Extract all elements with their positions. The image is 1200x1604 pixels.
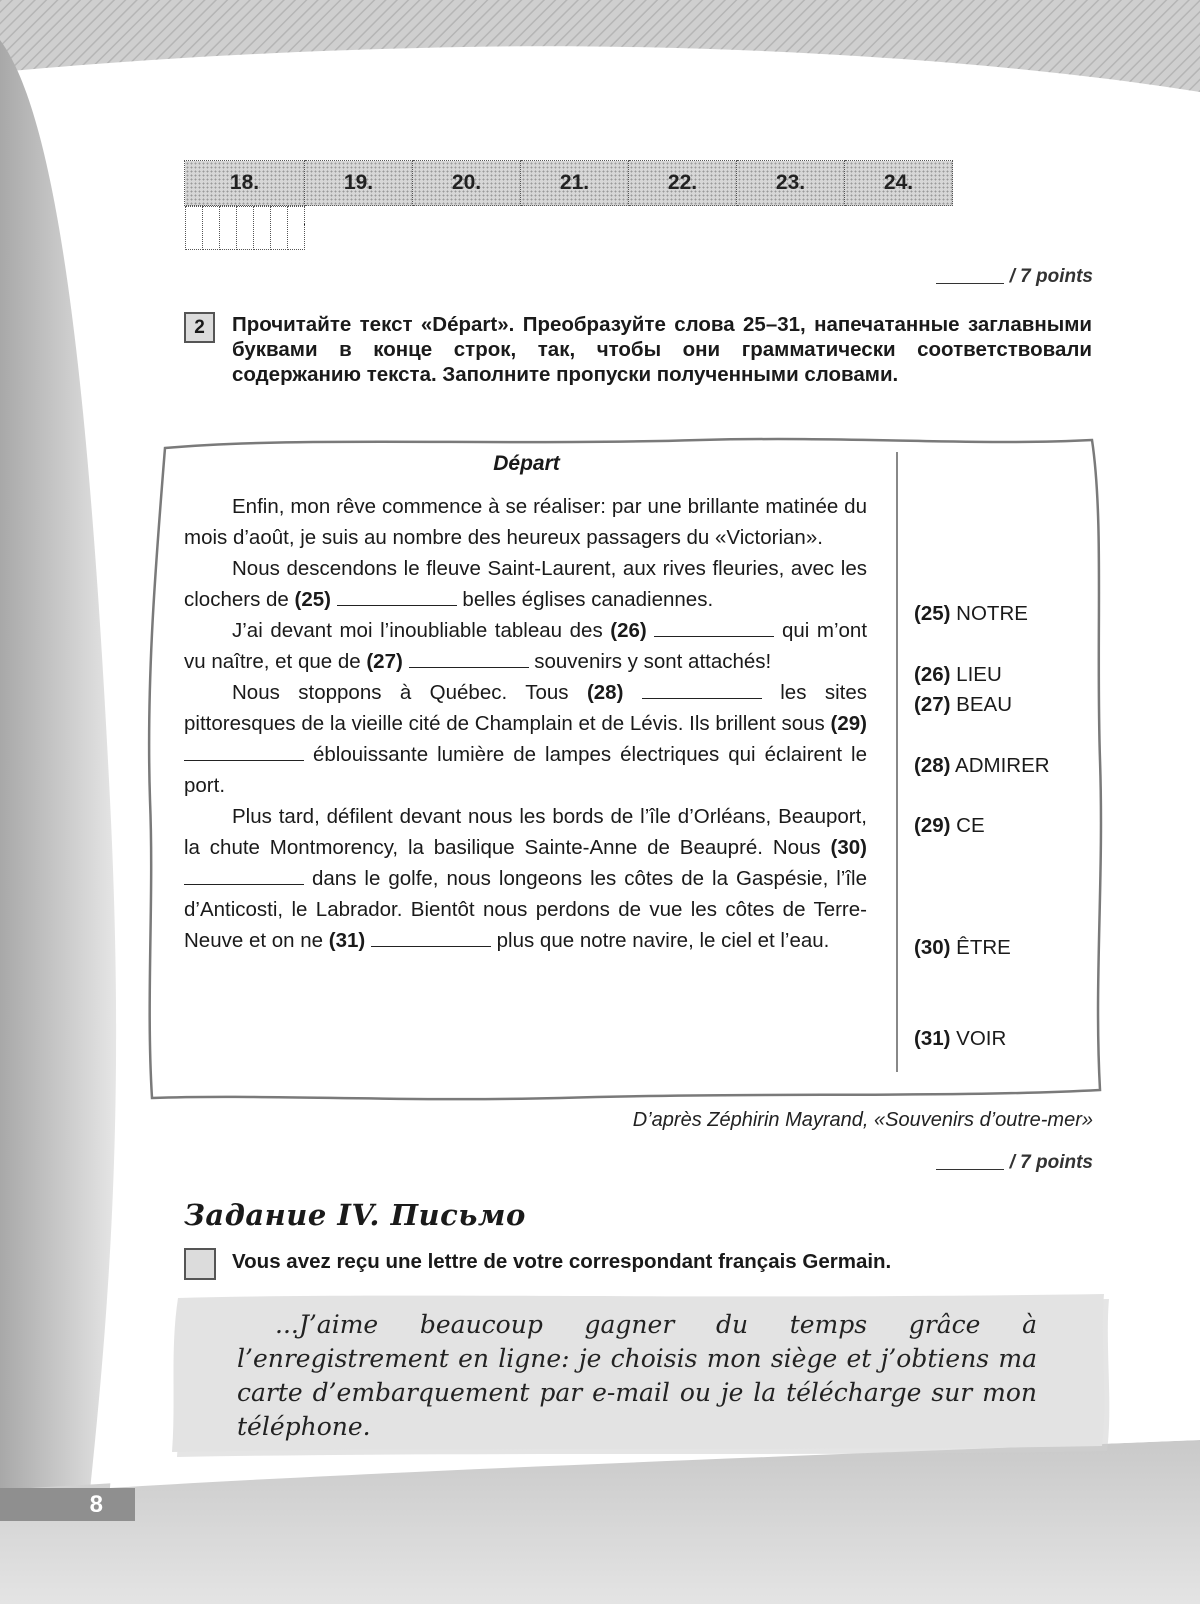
gap-number: (28) (586, 681, 624, 704)
text-span: éblouissante lumière de lampes électriques qui éclairent le port. (184, 743, 867, 797)
word-item: (27) BEAU (914, 693, 1012, 716)
text-paragraph (184, 677, 867, 801)
answer-grid-header: 24. (845, 161, 953, 206)
gap-number: (25) (294, 588, 332, 611)
answer-cell[interactable] (253, 207, 270, 250)
text-span: plus que notre navire, le ciel et l’eau. (496, 929, 830, 952)
answer-cell[interactable] (270, 207, 287, 250)
answer-cell[interactable] (185, 207, 202, 250)
gap-blank-31[interactable] (371, 928, 491, 947)
text-span: belles églises canadiennes. (462, 588, 714, 611)
reading-text-box (184, 452, 1074, 1078)
gap-number: (30) (830, 836, 867, 859)
word-item: (29) CE (914, 814, 985, 837)
answer-grid-header: 22. (629, 161, 737, 206)
task-number-badge: 2 (184, 312, 215, 343)
word-item: (26) LIEU (914, 663, 1002, 686)
answer-grid-header: 18. (185, 161, 305, 206)
text-span: souvenirs y sont attachés! (534, 650, 772, 673)
score-top (936, 266, 1093, 288)
word-item: (25) NOTRE (914, 602, 1028, 625)
score-label: / 7 points (1009, 1152, 1093, 1173)
text-span: dans le golfe, nous longeons les côtes de la Gaspésie, l’île d’Anticosti, le Labrador. Bientôt nous perdons de vue les côtes de Terre-Neuve et on ne (184, 867, 867, 952)
text-source: D’après Zéphirin Mayrand, «Souvenirs d’outre-mer» (632, 1109, 1093, 1131)
section-heading: Задание IV. Письмо (184, 1198, 526, 1232)
gap-number: (26) (610, 619, 647, 642)
gap-blank-28[interactable] (642, 680, 762, 699)
gap-number: (31) (328, 929, 366, 952)
answer-cell[interactable] (287, 207, 304, 250)
text-body (184, 491, 867, 956)
word-item: (31) VOIR (914, 1027, 1007, 1050)
task-instruction: Прочитайте текст «Départ». Преобразуйте слова 25–31, напечатанные заглавными буквами в конце строк, так, чтобы они грамматически соответствовали содержанию текста. Заполните пропуски полученными словами. (232, 313, 1092, 386)
text-span: les sites pittoresques de la vieille cité de Champlain et de Lévis. Ils brillent sous (184, 681, 868, 735)
page-number: 8 (0, 1488, 135, 1521)
score-blank[interactable] (936, 283, 1004, 284)
letter-excerpt (175, 1294, 1105, 1446)
answer-grid-header-row (185, 161, 953, 206)
gap-blank-25[interactable] (337, 587, 457, 606)
score-bottom (936, 1152, 1093, 1174)
answer-grid-header: 20. (413, 161, 521, 206)
text-paragraph (184, 801, 867, 956)
text-span: Nous stoppons à Québec. Tous (232, 681, 569, 704)
answer-grid-header: 21. (521, 161, 629, 206)
gap-blank-27[interactable] (409, 649, 529, 668)
letter-content: ...J’aime beaucoup gagner du temps grâce à l’enregistrement en ligne: je choisis mon siège et j’obtiens ma carte d’embarquement par e-mail ou je la télécharge sur mon téléphone. (237, 1310, 1037, 1441)
text-paragraph (184, 615, 867, 677)
answer-grid-blank-row (185, 206, 305, 225)
letter-text (237, 1308, 1037, 1444)
gap-blank-30[interactable] (184, 866, 304, 885)
column-divider (896, 452, 898, 1072)
gap-blank-26[interactable] (654, 618, 774, 637)
answer-cell[interactable] (202, 207, 219, 250)
text-span: Nous descendons le fleuve Saint-Laurent, aux rives fleuries, avec les clochers de (184, 557, 867, 611)
text-span: qui m’ont vu naître, et que de (184, 619, 868, 673)
gap-number: (27) (366, 650, 403, 673)
text-title: Départ (493, 452, 560, 475)
letter-intro: Vous avez reçu une lettre de votre correspondant français Germain. (232, 1250, 892, 1273)
text-paragraph (184, 491, 867, 553)
word-item: (30) ÊTRE (914, 936, 1011, 959)
answer-grid-header: 19. (305, 161, 413, 206)
task-number-badge-empty (184, 1248, 216, 1280)
text-span: Enfin, mon rêve commence à se réaliser: par une brillante matinée du mois d’août, je suis au nombre des heureux passagers du «Victorian». (184, 495, 867, 549)
word-item: (28) ADMIRER (914, 754, 1050, 777)
gap-blank-29[interactable] (184, 742, 304, 761)
text-paragraph (184, 553, 867, 615)
gap-number: (29) (830, 712, 867, 735)
score-label: / 7 points (1009, 266, 1093, 287)
score-blank[interactable] (936, 1169, 1004, 1170)
answer-cell[interactable] (219, 207, 236, 250)
answer-cell[interactable] (236, 207, 253, 250)
text-span: Plus tard, défilent devant nous les bords de l’île d’Orléans, Beauport, la chute Montmorency, la basilique Sainte-Anne de Beaupré. Nous (184, 805, 867, 859)
answer-grid-header: 23. (737, 161, 845, 206)
answer-grid (184, 160, 953, 230)
text-span: J’ai devant moi l’inoubliable tableau des (232, 619, 603, 642)
